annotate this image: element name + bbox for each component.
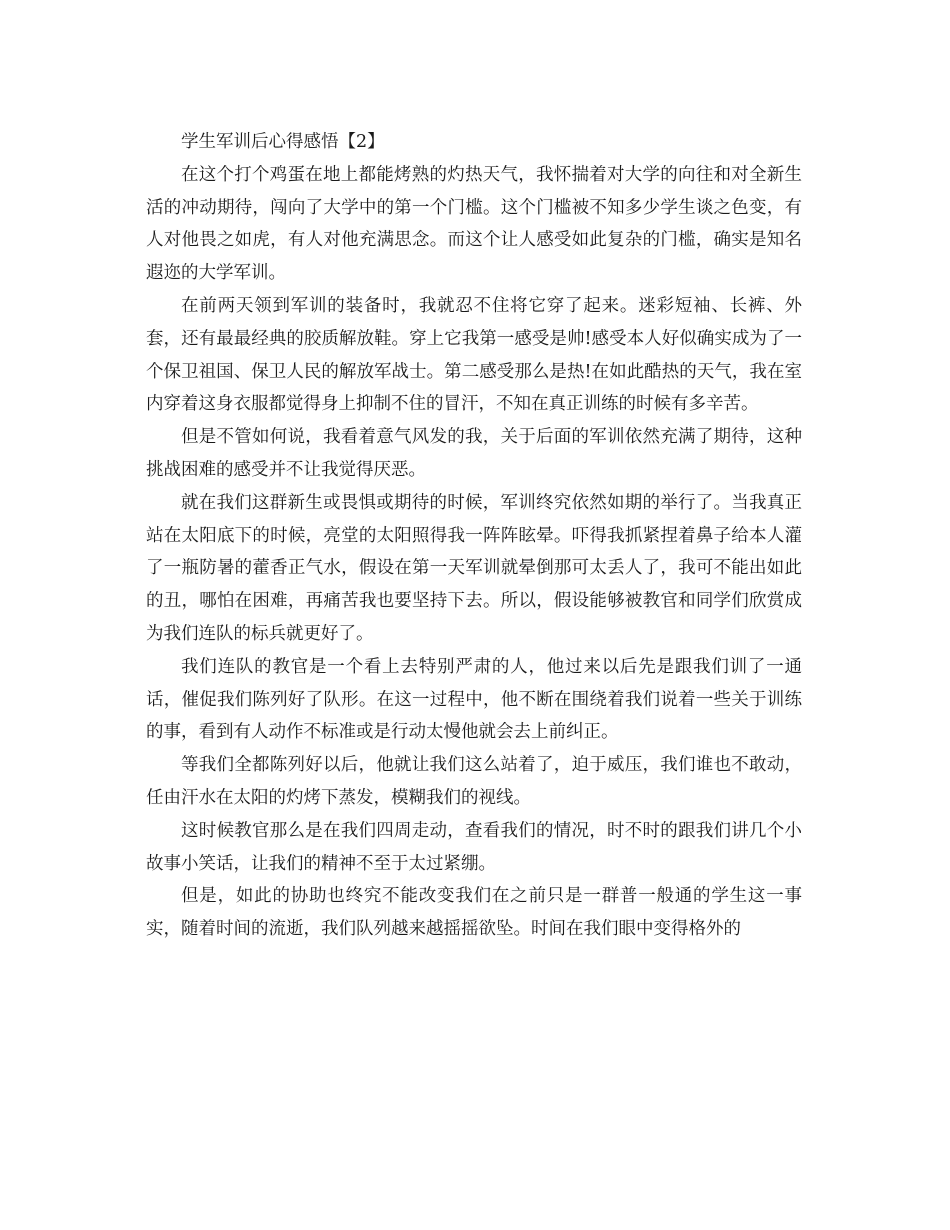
paragraph: 但是，如此的协助也终究不能改变我们在之前只是一群普一般通的学生这一事实，随着时间的流逝，我们队列越来越摇摇欲坠。时间在我们眼中变得格外的 — [146, 886, 802, 940]
paragraph: 我们连队的教官是一个看上去特别严肃的人，他过来以后先是跟我们训了一通话，催促我们陈列好了队形。在这一过程中，他不断在围绕着我们说着一些关于训练的事，看到有人动作不标准或是行动太慢他就会去上前纠正。 — [146, 656, 802, 743]
paragraph: 但是不管如何说，我看着意气风发的我，关于后面的军训依然充满了期待，这种挑战困难的感受并不让我觉得厌恶。 — [146, 427, 802, 480]
document-body — [146, 126, 802, 946]
paragraph: 等我们全都陈列好以后，他就让我们这么站着了，迫于威压，我们谁也不敢动，任由汗水在太阳的灼烤下蒸发，模糊我们的视线。 — [146, 755, 802, 808]
paragraph: 就在我们这群新生或畏惧或期待的时候，军训终究依然如期的举行了。当我真正站在太阳底下的时候，亮堂的太阳照得我一阵阵眩晕。吓得我抓紧捏着鼻子给本人灌了一瓶防暑的藿香正气水，假设在第一天军训就晕倒那可太丢人了，我可不能出如此的丑，哪怕在困难，再痛苦我也要坚持下去。所以，假设能够被教官和同学们欣赏成为我们连队的标兵就更好了。 — [146, 492, 802, 644]
document-title: 学生军训后心得感悟【2】 — [181, 132, 385, 152]
paragraph: 在这个打个鸡蛋在地上都能烤熟的灼热天气，我怀揣着对大学的向往和对全新生活的冲动期待，闯向了大学中的第一个门槛。这个门槛被不知多少学生谈之色变，有人对他畏之如虎，有人对他充满思念。而这个让人感受如此复杂的门槛，确实是知名遐迩的大学军训。 — [146, 164, 802, 284]
paragraph: 在前两天领到军训的装备时，我就忍不住将它穿了起来。迷彩短袖、长裤、外套，还有最最经典的胶质解放鞋。穿上它我第一感受是帅!感受本人好似确实成为了一个保卫祖国、保卫人民的解放军战士。第二感受那么是热!在如此酷热的天气，我在室内穿着这身衣服都觉得身上抑制不住的冒汗，不知在真正训练的时候有多辛苦。 — [146, 295, 802, 415]
paragraph: 这时候教官那么是在我们四周走动，查看我们的情况，时不时的跟我们讲几个小故事小笑话，让我们的精神不至于太过紧绷。 — [146, 820, 802, 874]
